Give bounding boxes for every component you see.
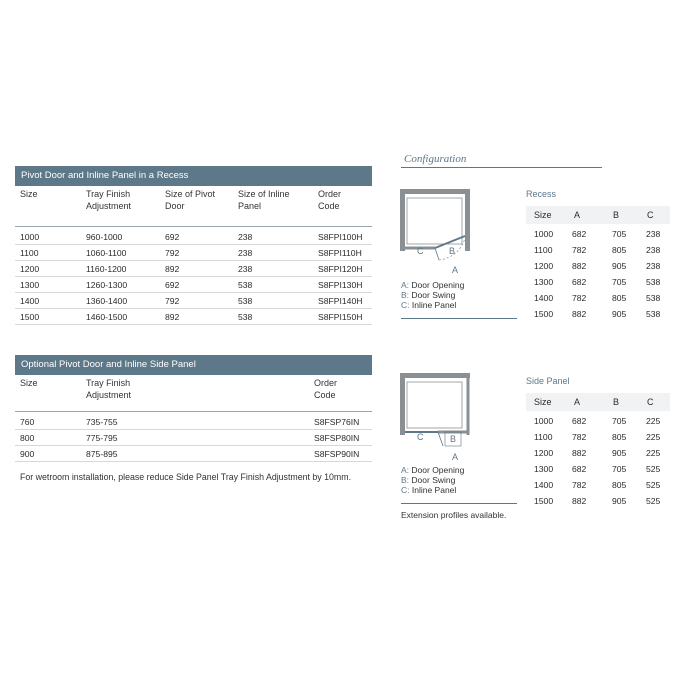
legend-b: B: Door Swing bbox=[401, 290, 456, 300]
table-row: 1300 1260-1300 692 538 S8FPI130H bbox=[15, 278, 372, 293]
table-row: 1400 782 805 525 bbox=[534, 480, 661, 490]
label-a: A bbox=[452, 265, 459, 275]
table-row: 1300 682 705 538 bbox=[534, 277, 661, 287]
divider bbox=[401, 503, 517, 504]
col-order-l2: Code bbox=[314, 390, 336, 400]
recess-diagram bbox=[395, 186, 475, 276]
wetroom-note: For wetroom installation, please reduce Side Panel Tray Finish Adjustment by 10mm. bbox=[20, 472, 352, 482]
recess-table-title: Pivot Door and Inline Panel in a Recess bbox=[15, 166, 372, 186]
col-tray-l2: Adjustment bbox=[86, 201, 132, 211]
col-inline-l2: Panel bbox=[238, 201, 262, 211]
col-pivot-l2: Door bbox=[165, 201, 185, 211]
divider bbox=[401, 167, 602, 168]
table-row: 1000 682 705 225 bbox=[534, 416, 661, 426]
table-row: 1100 1060-1100 792 238 S8FPI110H bbox=[15, 246, 372, 261]
table-header: Size A B C bbox=[526, 393, 670, 411]
configuration-title: Configuration bbox=[404, 153, 467, 165]
label-c: C bbox=[417, 432, 424, 442]
table-row: 1100 782 805 225 bbox=[534, 432, 661, 442]
right-wall bbox=[465, 189, 470, 251]
table-row: 1200 882 905 238 bbox=[534, 261, 661, 271]
table-row: 1400 1360-1400 792 538 S8FPI140H bbox=[15, 294, 372, 309]
table-row: 1500 1460-1500 892 538 S8FPI150H bbox=[15, 310, 372, 325]
col-inline-l1: Size of Inline bbox=[238, 189, 290, 199]
col-tray-l1: Tray Finish bbox=[86, 378, 131, 388]
table-row: 1000 682 705 238 bbox=[534, 229, 661, 239]
legend-c: C: Inline Panel bbox=[401, 485, 457, 495]
table-row: 1300 682 705 525 bbox=[534, 464, 661, 474]
side-panel-legend bbox=[401, 465, 464, 495]
table-row: 1100 782 805 238 bbox=[534, 245, 661, 255]
col-size: Size bbox=[20, 378, 38, 388]
table-row: 1400 782 805 538 bbox=[534, 293, 661, 303]
divider bbox=[401, 318, 517, 319]
table-row: 1200 882 905 225 bbox=[534, 448, 661, 458]
left-wall bbox=[400, 189, 405, 251]
label-b: B bbox=[449, 246, 456, 256]
table-row: 1500 882 905 538 bbox=[534, 309, 661, 319]
divider bbox=[15, 226, 372, 227]
recess-title: Recess bbox=[526, 189, 557, 199]
table-row: 1500 882 905 525 bbox=[534, 496, 661, 506]
side-table-title: Optional Pivot Door and Inline Side Panel bbox=[15, 355, 372, 375]
left-wall bbox=[400, 373, 405, 435]
swing-line bbox=[435, 248, 439, 260]
table-row: 900 875-895 S8FSP90IN bbox=[15, 447, 372, 462]
side-panel-title: Side Panel bbox=[526, 376, 570, 386]
side-panel-diagram bbox=[395, 370, 475, 462]
table-row: 800 775-795 S8FSP80IN bbox=[15, 431, 372, 446]
back-wall bbox=[400, 373, 470, 378]
table-row: 1000 960-1000 692 238 S8FPI100H bbox=[15, 230, 372, 245]
table-row: 1200 1160-1200 892 238 S8FPI120H bbox=[15, 262, 372, 277]
legend-a: A: Door Opening bbox=[401, 280, 465, 290]
label-c: C bbox=[417, 246, 424, 256]
legend-c: C: Inline Panel bbox=[401, 300, 457, 310]
col-order-l1: Order bbox=[318, 189, 342, 199]
recess-legend bbox=[401, 280, 464, 310]
table-row: 760 735-755 S8FSP76IN bbox=[15, 415, 372, 430]
col-size: Size bbox=[20, 189, 38, 199]
shower-tray bbox=[407, 382, 462, 428]
divider bbox=[15, 411, 372, 412]
label-a: A bbox=[452, 452, 459, 462]
extension-note: Extension profiles available. bbox=[401, 510, 507, 520]
col-pivot-l1: Size of Pivot bbox=[165, 189, 216, 199]
back-wall bbox=[400, 189, 470, 194]
shower-tray bbox=[407, 198, 462, 244]
col-tray-l1: Tray Finish bbox=[86, 189, 131, 199]
col-tray-l2: Adjustment bbox=[86, 390, 132, 400]
legend-b: B: Door Swing bbox=[401, 475, 456, 485]
col-order-l2: Code bbox=[318, 201, 340, 211]
swing-line bbox=[438, 432, 443, 446]
label-b: B bbox=[450, 434, 457, 444]
table-header: Size A B C bbox=[526, 206, 670, 224]
col-order-l1: Order bbox=[314, 378, 338, 388]
legend-a: A: Door Opening bbox=[401, 465, 465, 475]
